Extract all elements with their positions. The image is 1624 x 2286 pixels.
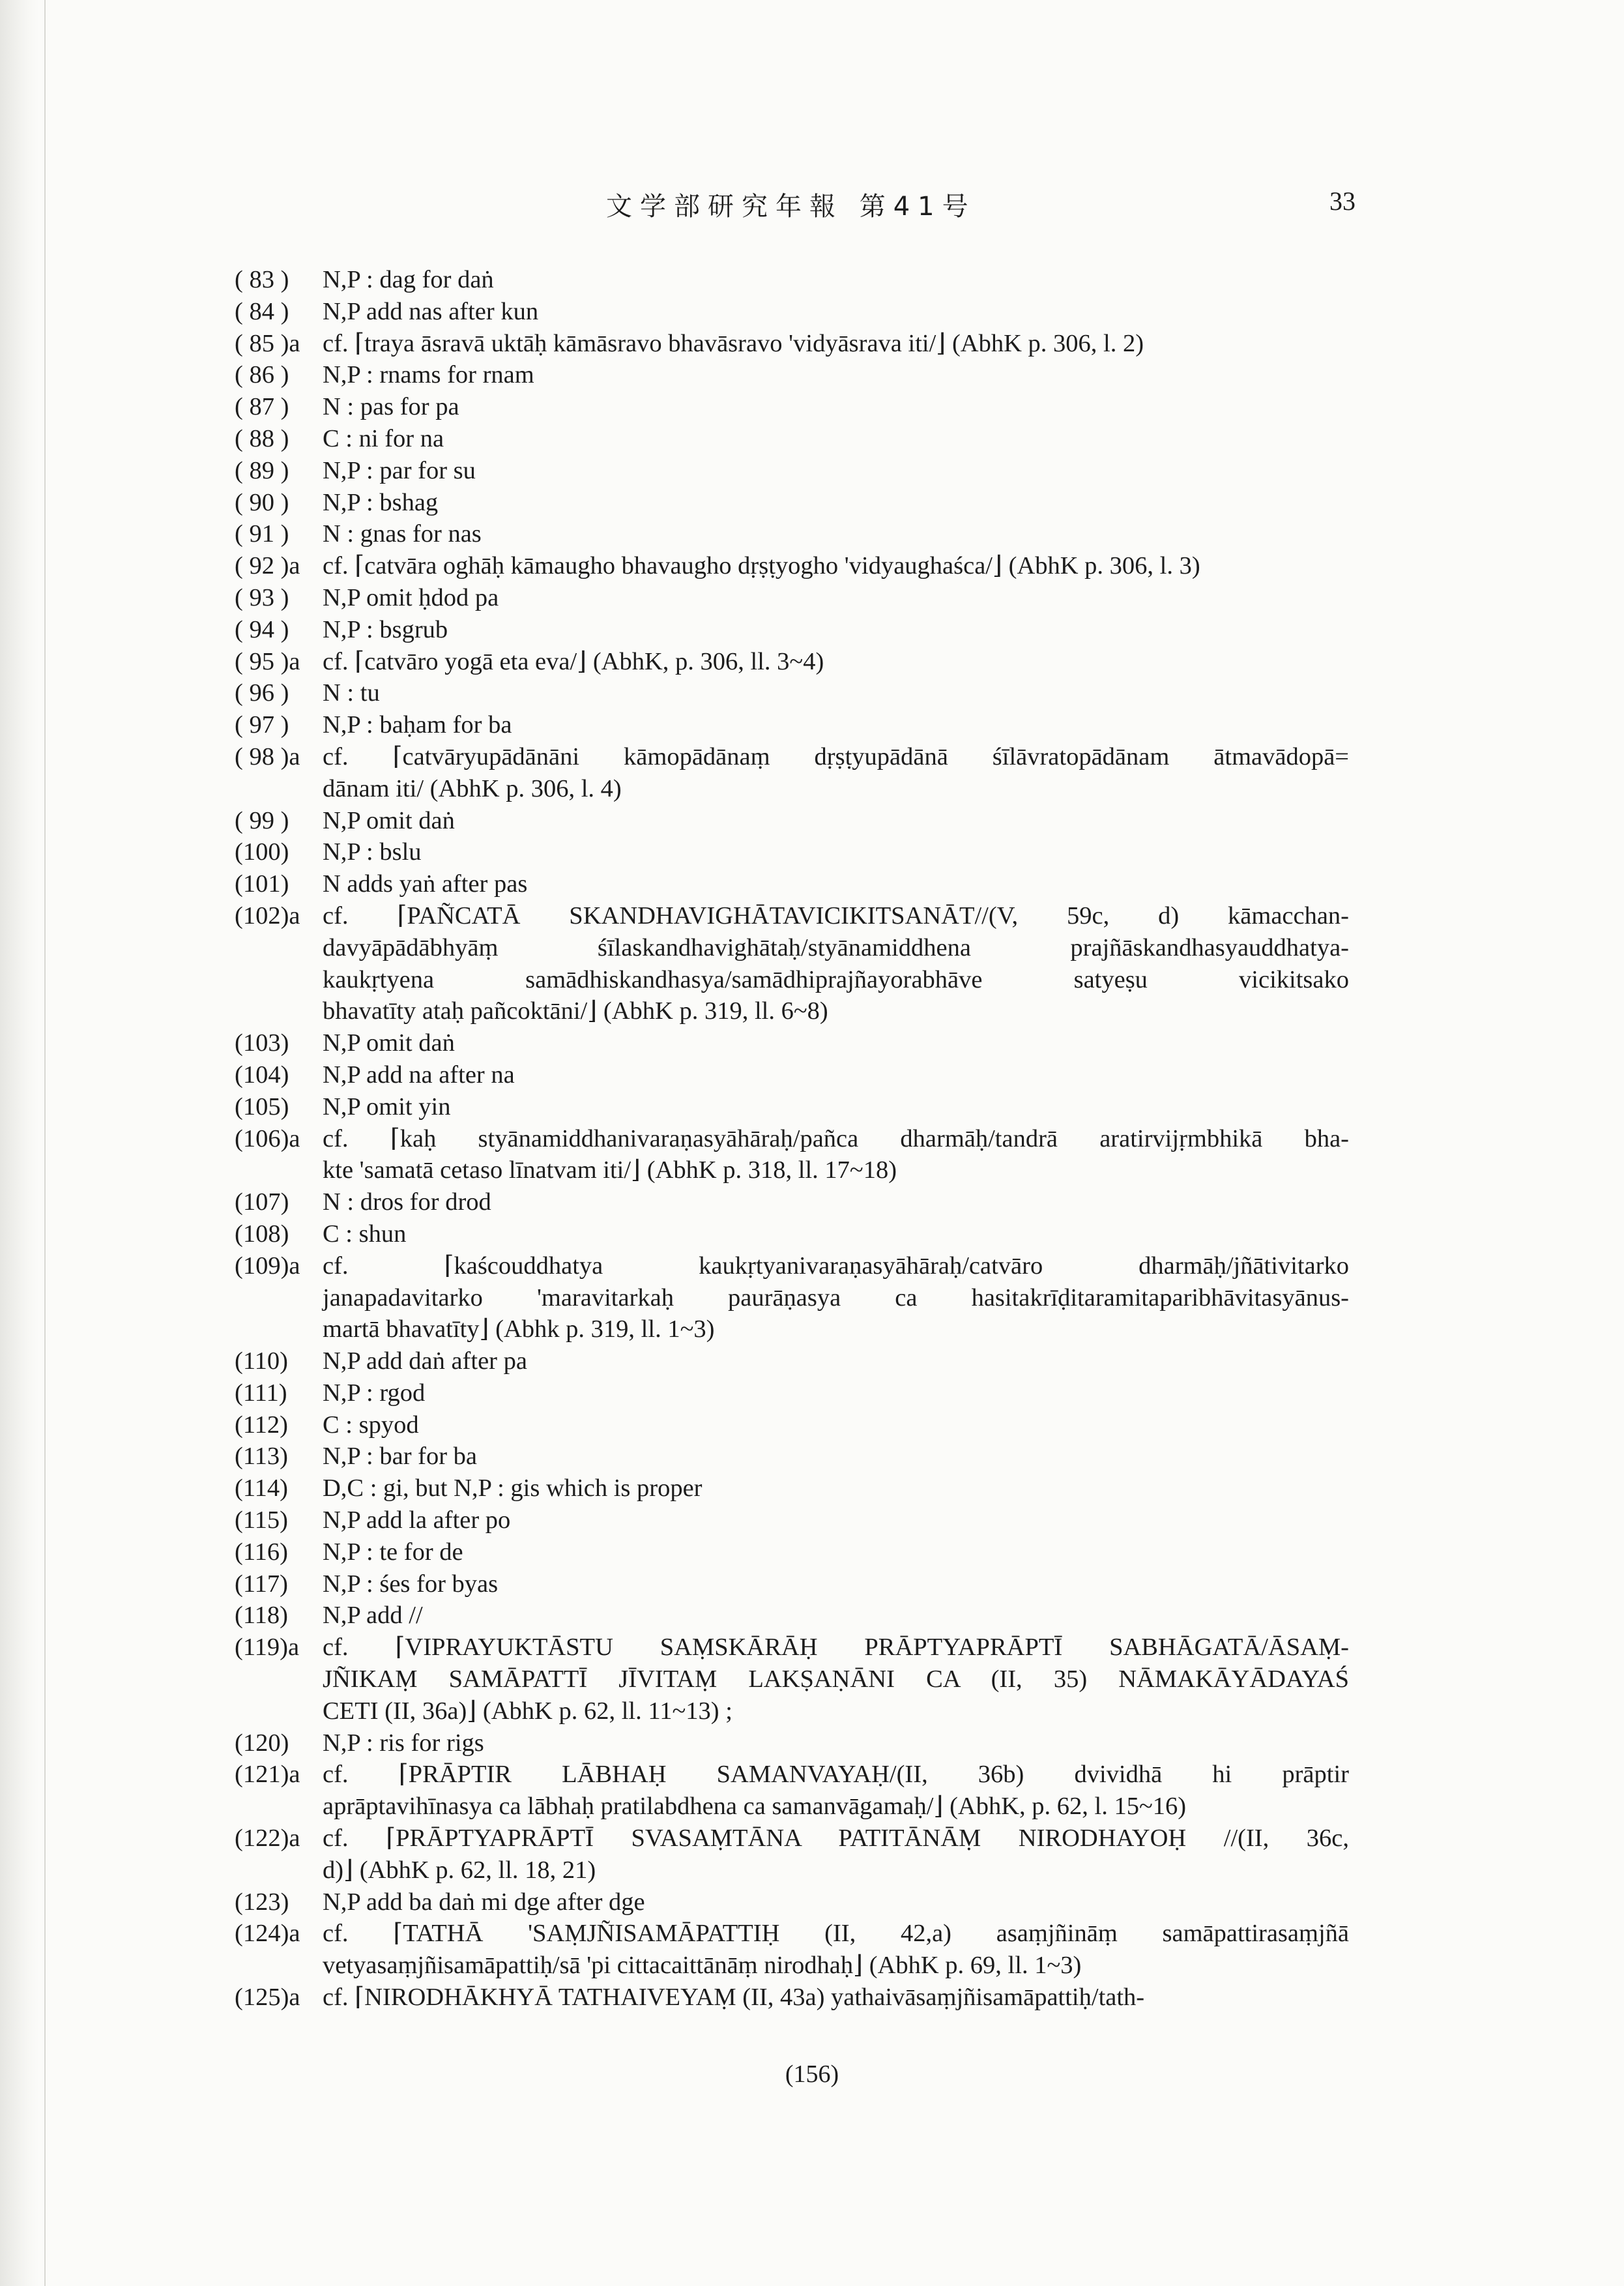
note-label: ( 89 ) [235, 456, 289, 484]
note-line: cf. ⌈PAÑCATĀ SKANDHAVIGHĀTAVICIKITSANĀT//(V, 59c, d) kāmacchan- [323, 901, 1349, 930]
note-item [235, 518, 1349, 550]
note-text [323, 805, 1349, 837]
note-label: (106)a [235, 1124, 300, 1152]
note-item [235, 1536, 1349, 1568]
note-text [323, 1377, 1349, 1409]
note-label: (114) [235, 1474, 288, 1502]
note-label: (104) [235, 1061, 289, 1089]
notes-list [235, 264, 1349, 2014]
note-item [235, 582, 1349, 614]
note-label: (112) [235, 1411, 288, 1439]
note-label: (124)a [235, 1920, 300, 1948]
note-label: ( 98 )a [235, 742, 300, 770]
note-item [235, 805, 1349, 837]
note-line: dānam iti/ (AbhK p. 306, l. 4) [323, 774, 622, 802]
note-line: N,P : rgod [323, 1379, 426, 1407]
note-line: N,P omit yin [323, 1092, 451, 1121]
note-label: (107) [235, 1188, 289, 1216]
note-item [235, 1250, 1349, 1345]
note-item [235, 1091, 1349, 1123]
note-text [323, 1091, 1349, 1123]
note-item [235, 1600, 1349, 1632]
note-item [235, 836, 1349, 868]
note-text [323, 1600, 1349, 1632]
note-text [323, 391, 1349, 423]
note-line: N,P : bslu [323, 838, 422, 866]
journal-title: 文学部研究年報 第41号 [606, 192, 976, 222]
note-label: ( 91 ) [235, 520, 289, 548]
note-label: ( 90 ) [235, 488, 289, 516]
note-item [235, 1473, 1349, 1504]
note-line: N,P omit daṅ [323, 1029, 455, 1057]
note-line: cf. ⌈TATHĀ 'SAṂJÑISAMĀPATTIḤ (II, 42,a) asaṃjñināṃ samāpattirasaṃjñā [323, 1920, 1349, 1948]
note-label: ( 85 )a [235, 329, 300, 357]
note-label: (110) [235, 1347, 288, 1375]
note-text [323, 1441, 1349, 1473]
note-text [323, 359, 1349, 391]
note-item [235, 328, 1349, 360]
footer-page-code: (156) [785, 2060, 839, 2088]
note-text [323, 264, 1349, 296]
note-text [323, 1823, 1349, 1886]
note-text [323, 487, 1349, 519]
note-line: d)⌋ (AbhK p. 62, ll. 18, 21) [323, 1856, 596, 1884]
note-text [323, 1759, 1349, 1823]
note-text [323, 1886, 1349, 1918]
note-label: (108) [235, 1220, 289, 1248]
note-line: N,P add nas after kun [323, 297, 539, 325]
note-text [323, 550, 1349, 582]
note-label: (123) [235, 1888, 289, 1916]
note-label: (111) [235, 1379, 287, 1407]
note-item [235, 1345, 1349, 1377]
note-line: N,P add // [323, 1602, 423, 1630]
note-line: janapadavitarko 'maravitarkaḥ paurāṇasya ca hasitakrīḍitaramitaparibhāvitasyānus- [323, 1283, 1349, 1312]
note-item [235, 1059, 1349, 1091]
note-text [323, 1123, 1349, 1187]
note-line: C : spyod [323, 1411, 419, 1439]
note-item [235, 868, 1349, 900]
note-label: ( 95 )a [235, 647, 300, 675]
note-line: davyāpādābhyāṃ śīlaskandhavighātaḥ/styānamiddhena prajñāskandhasyauddhatya- [323, 933, 1349, 961]
note-text [323, 1536, 1349, 1568]
note-label: (105) [235, 1092, 289, 1121]
note-label: (101) [235, 870, 289, 898]
note-text [323, 328, 1349, 360]
note-line: N,P add daṅ after pa [323, 1347, 527, 1375]
note-label: ( 97 ) [235, 711, 289, 739]
note-item [235, 1568, 1349, 1600]
note-line: N,P add la after po [323, 1506, 511, 1534]
note-text [323, 1250, 1349, 1345]
note-line: cf. ⌈catvāryupādānāni kāmopādānaṃ dṛṣṭyupādānā śīlāvratopādānam ātmavādopā= [323, 742, 1349, 770]
note-item [235, 455, 1349, 487]
note-item [235, 1632, 1349, 1727]
note-line: C : ni for na [323, 424, 444, 452]
note-label: (118) [235, 1602, 288, 1630]
note-line: N,P : te for de [323, 1538, 463, 1566]
note-text [323, 900, 1349, 1027]
note-label: (119)a [235, 1634, 300, 1662]
note-item [235, 1123, 1349, 1187]
note-line: N,P : ris for rigs [323, 1729, 484, 1757]
note-item [235, 614, 1349, 646]
note-text [323, 1059, 1349, 1091]
note-item [235, 296, 1349, 328]
note-item [235, 1377, 1349, 1409]
note-label: (109)a [235, 1252, 300, 1280]
note-text [323, 677, 1349, 709]
note-line: N adds yaṅ after pas [323, 870, 528, 898]
page-number: 33 [1329, 186, 1356, 216]
note-item [235, 1823, 1349, 1886]
note-line: N,P : baḥam for ba [323, 711, 512, 739]
page-footer [0, 2060, 1624, 2088]
note-text [323, 836, 1349, 868]
note-label: (116) [235, 1538, 288, 1566]
note-text [323, 296, 1349, 328]
note-line: N,P : śes for byas [323, 1570, 499, 1598]
note-label: (113) [235, 1443, 288, 1471]
note-text [323, 1409, 1349, 1441]
note-label: (115) [235, 1506, 288, 1534]
note-label: ( 83 ) [235, 266, 289, 293]
note-line: kaukṛtyena samādhiskandhasya/samādhiprajñayorabhāve satyeṣu vicikitsako [323, 965, 1349, 993]
note-label: (125)a [235, 1984, 300, 2012]
note-text [323, 1186, 1349, 1218]
note-line: cf. ⌈PRĀPTIR LĀBHAḤ SAMANVAYAḤ/(II, 36b) dvividhā hi prāptir [323, 1761, 1349, 1789]
note-label: ( 93 ) [235, 583, 289, 611]
note-label: (122)a [235, 1824, 300, 1853]
note-line: martā bhavatīty⌋ (Abhk p. 319, ll. 1~3) [323, 1315, 715, 1343]
note-item [235, 423, 1349, 455]
note-item [235, 677, 1349, 709]
note-label: (100) [235, 838, 289, 866]
note-label: ( 94 ) [235, 615, 289, 643]
note-item [235, 1441, 1349, 1473]
note-line: N : pas for pa [323, 393, 459, 421]
note-line: cf. ⌈kaḥ styānamiddhanivaraṇasyāhāraḥ/pañca dharmāḥ/tandrā aratirvijṛmbhikā bha- [323, 1124, 1349, 1152]
note-text [323, 1982, 1349, 2014]
note-text [323, 646, 1349, 678]
note-line: N,P add ba daṅ mi dge after dge [323, 1888, 645, 1916]
note-item [235, 1027, 1349, 1059]
note-label: (121)a [235, 1761, 300, 1789]
note-line: N,P omit daṅ [323, 806, 455, 834]
note-label: ( 87 ) [235, 393, 289, 421]
note-text [323, 423, 1349, 455]
note-line: N,P omit ḥdod pa [323, 583, 499, 611]
note-line: cf. ⌈catvāro yogā eta eva/⌋ (AbhK, p. 306, ll. 3~4) [323, 647, 824, 675]
note-label: ( 86 ) [235, 361, 289, 389]
note-text [323, 1218, 1349, 1250]
note-line: cf. ⌈kaścouddhatya kaukṛtyanivaraṇasyāhāraḥ/catvāro dharmāḥ/jñātivitarko [323, 1252, 1349, 1280]
scan-edge [0, 0, 39, 2286]
note-line: bhavatīty ataḥ pañcoktāni/⌋ (AbhK p. 319, ll. 6~8) [323, 997, 828, 1025]
note-label: ( 92 )a [235, 552, 300, 580]
note-line: N : tu [323, 679, 380, 707]
note-line: N : gnas for nas [323, 520, 482, 548]
note-item [235, 1218, 1349, 1250]
note-text [323, 455, 1349, 487]
note-text [323, 741, 1349, 805]
note-item [235, 1186, 1349, 1218]
note-text [323, 1504, 1349, 1536]
note-line: D,C : gi, but N,P : gis which is proper [323, 1474, 703, 1502]
note-line: CETI (II, 36a)⌋ (AbhK p. 62, ll. 11~13) ; [323, 1697, 732, 1725]
note-item [235, 359, 1349, 391]
page-header [0, 186, 1624, 225]
note-line: N,P : bsgrub [323, 615, 448, 643]
note-label: ( 84 ) [235, 297, 289, 325]
note-text [323, 614, 1349, 646]
note-line: N,P : par for su [323, 456, 476, 484]
note-line: N,P : dag for daṅ [323, 266, 494, 293]
note-text [323, 1918, 1349, 1982]
note-label: (103) [235, 1029, 289, 1057]
note-item [235, 900, 1349, 1027]
note-label: (102)a [235, 901, 300, 930]
note-text [323, 1027, 1349, 1059]
note-label: ( 88 ) [235, 424, 289, 452]
note-line: cf. ⌈catvāra oghāḥ kāmaugho bhavaugho dṛṣṭyogho 'vidyaughaśca/⌋ (AbhK p. 306, l. 3) [323, 552, 1200, 580]
note-label: ( 96 ) [235, 679, 289, 707]
note-item [235, 1759, 1349, 1823]
note-line: N,P : bar for ba [323, 1443, 477, 1471]
note-label: ( 99 ) [235, 806, 289, 834]
note-item [235, 1886, 1349, 1918]
note-line: vetyasaṃjñisamāpattiḥ/sā 'pi cittacaittānāṃ nirodhaḥ⌋ (AbhK p. 69, ll. 1~3) [323, 1952, 1082, 1980]
note-text [323, 709, 1349, 741]
note-item [235, 487, 1349, 519]
note-text [323, 518, 1349, 550]
note-line: N,P : rnams for rnam [323, 361, 534, 389]
note-item [235, 391, 1349, 423]
note-item [235, 550, 1349, 582]
note-item [235, 1918, 1349, 1982]
note-line: N,P : bshag [323, 488, 439, 516]
note-item [235, 264, 1349, 296]
note-line: cf. ⌈PRĀPTYAPRĀPTĪ SVASAṂTĀNA PATITĀNĀṂ NIRODHAYOḤ //(II, 36c, [323, 1824, 1349, 1853]
note-line: kte 'samatā cetaso līnatvam iti/⌋ (AbhK p. 318, ll. 17~18) [323, 1156, 897, 1184]
note-line: cf. ⌈NIRODHĀKHYĀ TATHAIVEYAṂ (II, 43a) yathaivāsaṃjñisamāpattiḥ/tath- [323, 1984, 1145, 2012]
note-line: C : shun [323, 1220, 407, 1248]
note-label: (120) [235, 1729, 289, 1757]
note-text [323, 1632, 1349, 1727]
note-text [323, 868, 1349, 900]
note-item [235, 1409, 1349, 1441]
note-text [323, 1345, 1349, 1377]
note-line: N : dros for drod [323, 1188, 491, 1216]
note-item [235, 1982, 1349, 2014]
note-item [235, 709, 1349, 741]
note-text [323, 582, 1349, 614]
note-item [235, 646, 1349, 678]
note-text [323, 1568, 1349, 1600]
note-line: aprāptavihīnasya ca lābhaḥ pratilabdhena ca samanvāgamaḥ/⌋ (AbhK, p. 62, l. 15~16) [323, 1793, 1187, 1821]
note-item [235, 1504, 1349, 1536]
binding-line [44, 0, 46, 2286]
note-text [323, 1727, 1349, 1759]
note-line: cf. ⌈traya āsravā uktāḥ kāmāsravo bhavāsravo 'vidyāsrava iti/⌋ (AbhK p. 306, l. 2) [323, 329, 1144, 357]
note-line: JÑIKAṂ SAMĀPATTĪ JĪVITAṂ LAKṢAṆĀNI CA (II, 35) NĀMAKĀYĀDAYAŚ [323, 1665, 1349, 1693]
note-line: N,P add na after na [323, 1061, 515, 1089]
note-item [235, 741, 1349, 805]
note-text [323, 1473, 1349, 1504]
note-label: (117) [235, 1570, 288, 1598]
note-item [235, 1727, 1349, 1759]
note-line: cf. ⌈VIPRAYUKTĀSTU SAṂSKĀRĀḤ PRĀPTYAPRĀPTĪ SABHĀGATĀ/ĀSAṂ- [323, 1634, 1349, 1662]
